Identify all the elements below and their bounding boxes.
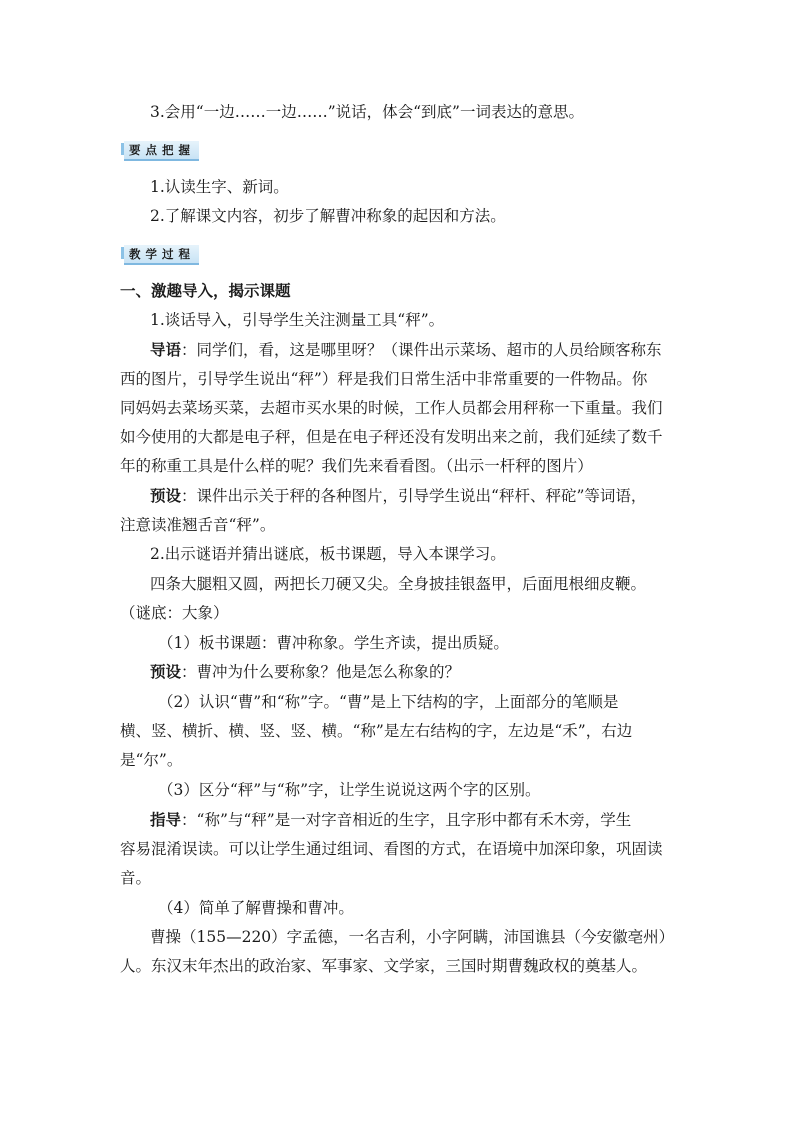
guide-intro-line-2: 西的图片，引导学生说出“秤”）秤是我们日常生活中非常重要的一件物品。你	[120, 370, 648, 388]
preset-1-line-2: 注意读准翘舌音“秤”。	[120, 516, 276, 534]
guidance-lead: 指导	[150, 810, 182, 829]
sub-step-2-line-3: 是“尔”。	[120, 751, 183, 769]
guide-intro-lead: 导语	[150, 340, 182, 359]
preset-1-line-1: 预设：课件出示关于秤的各种图片，引导学生说出“秤杆、秤砣”等词语，	[150, 486, 647, 505]
section-tag-teaching-process: 教学过程	[124, 245, 199, 265]
guide-intro-line-4: 如今使用的大都是电子秤，但是在电子秤还没有发明出来之前，我们延续了数千	[120, 428, 663, 446]
step-2: 2.出示谜语并猜出谜底，板书课题，导入本课学习。	[150, 545, 506, 563]
guidance-line-2: 容易混淆误读。可以让学生通过组词、看图的方式，在语境中加深印象，巩固读	[120, 840, 663, 858]
riddle-answer: （谜底：大象）	[120, 604, 229, 622]
sub-step-2-line-1: （2）认识“曹”和“称”字。“曹”是上下结构的字，上面部分的笔顺是	[158, 693, 619, 711]
caocao-line-1: 曹操（155—220）字孟德，一名吉利，小字阿瞒，沛国谯县（今安徽亳州）	[150, 928, 675, 946]
preset-2-lead: 预设	[150, 662, 182, 681]
key-point-2: 2.了解课文内容，初步了解曹冲称象的起因和方法。	[150, 207, 506, 225]
caocao-line-2: 人。东汉末年杰出的政治家、军事家、文学家，三国时期曹魏政权的奠基人。	[120, 957, 648, 975]
sub-step-4: （4）简单了解曹操和曹冲。	[158, 899, 354, 917]
guide-intro-line-3: 同妈妈去菜场买菜，去超市买水果的时候，工作人员都会用秤称一下重量。我们	[120, 399, 663, 417]
objective-3: 3.会用“一边……一边……”说话，体会“到底”一词表达的意思。	[150, 103, 584, 121]
section-tag-key-points: 要点把握	[124, 141, 199, 161]
sub-step-2-line-2: 横、竖、横折、横、竖、竖、横。“称”是左右结构的字，左边是“禾”，右边	[120, 722, 633, 740]
guidance-line-3: 音。	[120, 869, 152, 887]
part-1-title: 一、激趣导入，揭示课题	[120, 282, 291, 300]
key-point-1: 1.认读生字、新词。	[150, 178, 289, 196]
sub-step-1: （1）板书课题：曹冲称象。学生齐读，提出质疑。	[158, 634, 509, 652]
preset-2: 预设：曹冲为什么要称象？他是怎么称象的？	[150, 662, 461, 681]
sub-step-3: （3）区分“秤”与“称”字，让学生说说这两个字的区别。	[158, 781, 541, 799]
preset-1-lead: 预设	[150, 486, 182, 505]
riddle-line-1: 四条大腿粗又圆，两把长刀硬又尖。全身披挂银盔甲，后面甩根细皮鞭。	[150, 575, 647, 593]
guidance-line-1: 指导：“称”与“秤”是一对字音相近的生字，且字形中都有禾木旁，学生	[150, 810, 632, 829]
step-1: 1.谈话导入，引导学生关注测量工具“秤”。	[150, 311, 445, 329]
guide-intro-line-5: 年的称重工具是什么样的呢？我们先来看看图。（出示一杆秤的图片）	[120, 457, 593, 475]
guide-intro-line-1: 导语：同学们，看，这是哪里呀？（课件出示菜场、超市的人员给顾客称东	[150, 340, 662, 359]
